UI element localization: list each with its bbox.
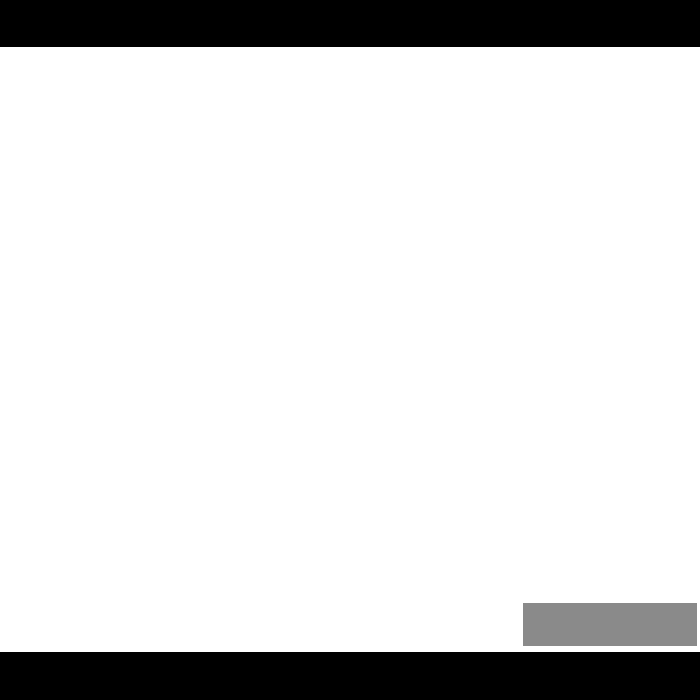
bottom-letterbox-bar — [0, 652, 700, 700]
watermark-biogege — [523, 603, 697, 646]
top-letterbox-bar — [0, 0, 700, 47]
